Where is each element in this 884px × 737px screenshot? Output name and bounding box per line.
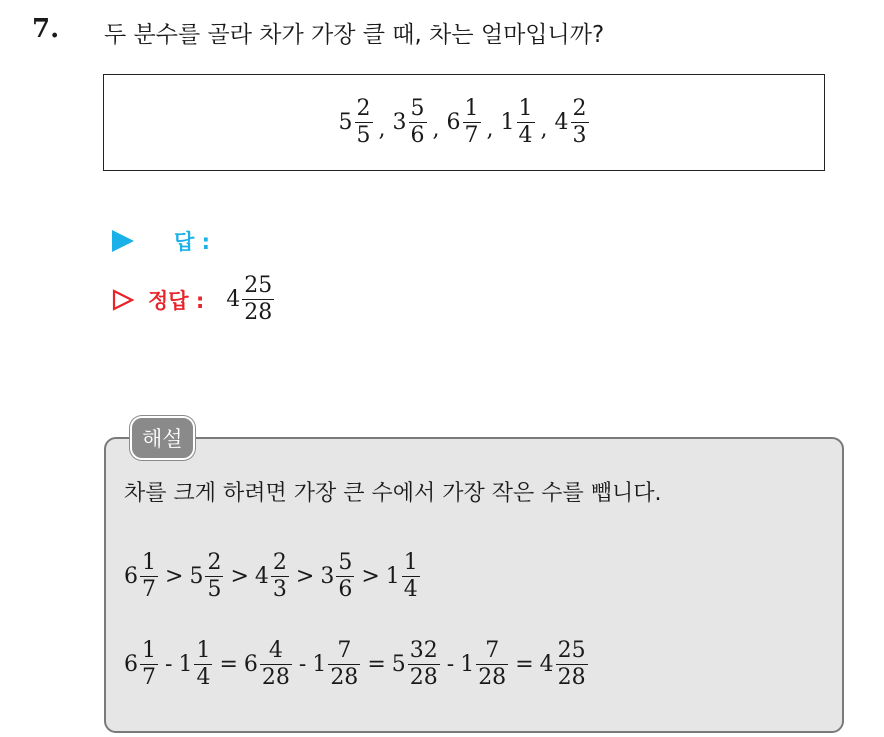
numerator: 1 xyxy=(142,550,156,575)
outline-triangle-icon xyxy=(112,289,134,311)
fraction xyxy=(205,552,223,601)
numerator: 7 xyxy=(485,638,500,663)
equals-sign: = xyxy=(515,651,534,677)
separator: , xyxy=(540,116,548,142)
fraction xyxy=(242,275,274,324)
mixed-fraction xyxy=(189,552,224,601)
numerator: 25 xyxy=(244,273,273,298)
whole: 3 xyxy=(392,109,407,135)
denominator: 7 xyxy=(142,665,156,690)
subtraction-line xyxy=(124,640,589,689)
whole: 6 xyxy=(124,563,138,589)
mixed-fraction xyxy=(124,640,159,689)
fraction xyxy=(402,552,420,601)
denominator: 4 xyxy=(403,577,418,602)
denominator: 5 xyxy=(356,123,371,148)
whole: 1 xyxy=(312,651,327,677)
denominator: 7 xyxy=(464,123,479,148)
fraction xyxy=(336,552,354,601)
minus-sign: - xyxy=(298,651,307,677)
mixed-fraction xyxy=(540,640,589,689)
fraction xyxy=(409,98,427,147)
fraction xyxy=(140,640,158,689)
denominator: 3 xyxy=(572,123,587,148)
numerator: 2 xyxy=(356,96,371,121)
denominator: 28 xyxy=(478,665,507,690)
numerator: 25 xyxy=(557,638,586,663)
whole: 4 xyxy=(539,651,554,677)
numerator: 7 xyxy=(337,638,352,663)
denominator: 5 xyxy=(207,577,222,602)
numerator: 1 xyxy=(403,550,418,575)
fraction xyxy=(328,640,360,689)
denominator: 28 xyxy=(330,665,359,690)
fraction xyxy=(355,98,373,147)
explanation-tab: 해설 xyxy=(130,416,195,460)
choices-box xyxy=(103,74,825,171)
whole: 5 xyxy=(338,109,353,135)
correct-answer-value xyxy=(226,275,275,324)
mixed-fraction xyxy=(255,552,290,601)
explanation-text: 차를 크게 하려면 가장 큰 수에서 가장 작은 수를 뺍니다. xyxy=(124,481,662,506)
fraction xyxy=(476,640,508,689)
comparison-expression xyxy=(124,552,421,601)
whole: 1 xyxy=(385,563,400,589)
mixed-fraction xyxy=(244,640,293,689)
equals-sign: = xyxy=(219,651,238,677)
separator: , xyxy=(378,116,386,142)
choice-fraction xyxy=(339,98,374,147)
correct-answer-row xyxy=(112,275,275,324)
choice-fraction xyxy=(501,98,536,147)
denominator: 6 xyxy=(338,577,353,602)
whole: 3 xyxy=(320,563,335,589)
denominator: 28 xyxy=(557,665,586,690)
answer-label: 답 : xyxy=(174,230,210,254)
denominator: 3 xyxy=(272,577,287,602)
fraction xyxy=(408,640,440,689)
greater-than: > xyxy=(295,563,315,589)
mixed-fraction xyxy=(312,640,361,689)
mixed-fraction xyxy=(320,552,355,601)
numerator: 1 xyxy=(142,638,156,663)
choice-fraction xyxy=(555,98,590,147)
question-text: 두 분수를 골라 차가 가장 클 때, 차는 얼마입니까? xyxy=(104,22,605,48)
numerator: 4 xyxy=(268,638,283,663)
numerator: 1 xyxy=(196,638,211,663)
subtraction-expression xyxy=(124,640,589,689)
correct-answer-label: 정답 : xyxy=(148,288,205,313)
numerator: 5 xyxy=(338,550,353,575)
numerator: 2 xyxy=(272,550,287,575)
whole: 5 xyxy=(391,651,406,677)
whole: 5 xyxy=(189,563,204,589)
whole: 4 xyxy=(226,286,241,312)
whole: 4 xyxy=(554,109,569,135)
denominator: 28 xyxy=(409,665,438,690)
denominator: 6 xyxy=(410,123,425,148)
whole: 1 xyxy=(460,651,475,677)
separator: , xyxy=(432,116,440,142)
fraction xyxy=(260,640,292,689)
fraction xyxy=(271,552,289,601)
choice-fraction xyxy=(393,98,428,147)
mixed-fraction xyxy=(392,640,441,689)
mixed-fraction xyxy=(460,640,509,689)
fraction xyxy=(463,98,481,147)
separator: , xyxy=(486,116,494,142)
mixed-fraction xyxy=(226,275,275,324)
fraction xyxy=(194,640,212,689)
numerator: 32 xyxy=(409,638,438,663)
fraction xyxy=(140,552,158,601)
whole: 6 xyxy=(446,109,461,135)
equals-sign: = xyxy=(367,651,386,677)
numerator: 1 xyxy=(518,96,533,121)
fraction xyxy=(517,98,535,147)
mixed-fraction xyxy=(386,552,421,601)
whole: 1 xyxy=(500,109,515,135)
mixed-fraction xyxy=(124,552,159,601)
denominator: 28 xyxy=(261,665,290,690)
denominator: 4 xyxy=(518,123,533,148)
whole: 4 xyxy=(254,563,269,589)
choices-list xyxy=(339,98,590,147)
choice-fraction xyxy=(447,98,482,147)
numerator: 2 xyxy=(207,550,222,575)
greater-than: > xyxy=(230,563,249,589)
play-triangle-icon xyxy=(112,230,134,252)
numerator: 1 xyxy=(464,96,479,121)
greater-than: > xyxy=(165,563,184,589)
answer-row xyxy=(112,226,210,256)
minus-sign: - xyxy=(165,651,173,677)
denominator: 28 xyxy=(244,300,273,325)
comparison-line xyxy=(124,552,421,601)
fraction xyxy=(571,98,589,147)
mixed-fraction xyxy=(178,640,213,689)
minus-sign: - xyxy=(446,651,455,677)
numerator: 2 xyxy=(572,96,587,121)
denominator: 4 xyxy=(196,665,211,690)
greater-than: > xyxy=(361,563,380,589)
denominator: 7 xyxy=(142,577,156,602)
question-number: 7. xyxy=(32,14,60,44)
whole: 6 xyxy=(124,651,138,677)
numerator: 5 xyxy=(410,96,425,121)
whole: 1 xyxy=(178,651,193,677)
fraction xyxy=(556,640,588,689)
whole: 6 xyxy=(243,651,258,677)
